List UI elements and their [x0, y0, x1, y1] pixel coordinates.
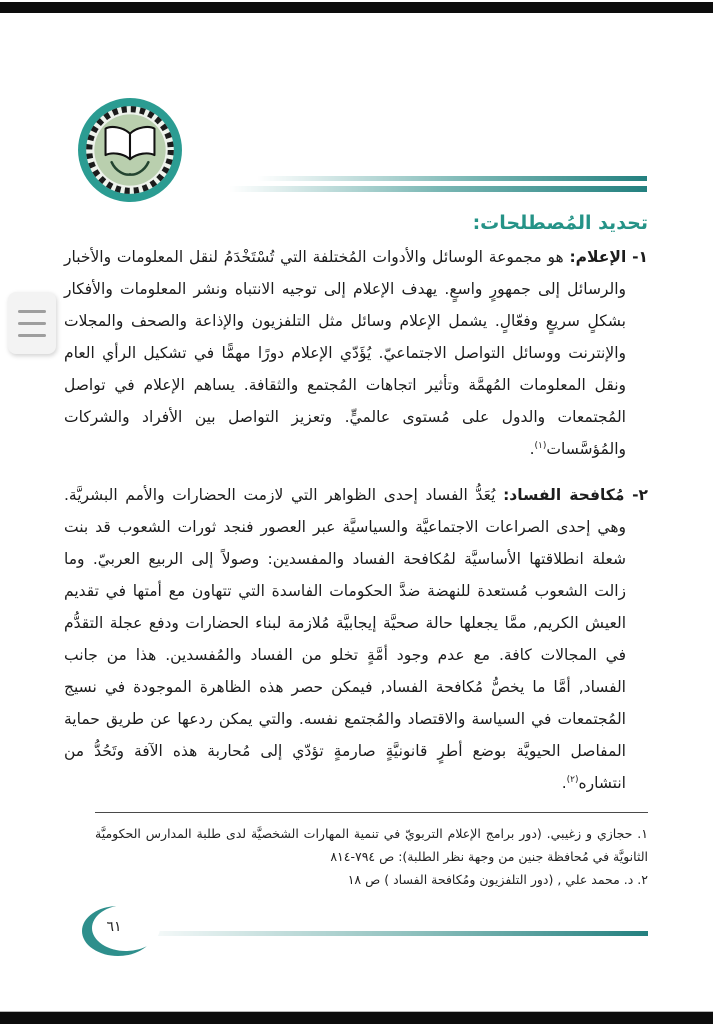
page-number: ٦١: [106, 919, 122, 935]
footnote-separator: [95, 812, 648, 813]
paragraph-body-text: هو مجموعة الوسائل والأدوات المُختلفة التي تُسْتَخْدَمُ لنقل المعلومات والأخبار والرسائل إلى جمهورٍ واسعٍ. يهدف الإعلام إلى توجيه الانتباه ونشر المعلومات والأفكار بشكلٍ سريعٍ وفعّالٍ. يشمل الإعلام وسائل مثل التلفزيون والإذاعة والصحف والمجلات والإنترنت ووسائل التواصل الاجتماعيّ. يُؤَدّي الإعلام دورًا مهمًّا في تشكيل الرأي العام ونقل المعلومات المُهمَّة وتأثير اتجاهات المُجتمع والثقافة. يساهم الإعلام في تواصل المُجتمعات والدول على مُستوى عالميٍّ. وتعزيز التواصل بين الأفراد والشركات والمُؤسَّسات: [64, 248, 626, 458]
document-body: [64, 241, 648, 813]
paragraph-number: ٢-: [632, 486, 648, 504]
top-black-bar: [0, 2, 713, 13]
paragraph-tail: .: [529, 440, 535, 458]
bottom-black-bar: [0, 1011, 713, 1024]
footnotes-section: [95, 822, 648, 891]
header-gradient-rule-bottom: [229, 186, 647, 192]
paragraph-term: الإعلام:: [569, 248, 627, 266]
paragraph-media-definition: [64, 241, 648, 465]
paragraph-term: مُكافحة الفساد:: [503, 486, 625, 504]
section-heading: تحديد المُصطلحات:: [472, 212, 648, 234]
footnote-entry-2: ٢. د. محمد علي , (دور التلفزيون ومُكافحة الفساد ) ص ١٨: [347, 872, 648, 887]
footnote-marker-2: (٢): [566, 774, 579, 785]
paragraph-tail: .: [561, 774, 567, 792]
footnote-marker-1: (١): [534, 440, 547, 451]
paragraph-body-text: يُعَدُّ الفساد إحدى الظواهر التي لازمت الحضارات والأمم البشريَّة. وهي إحدى الصراعات الاجتماعيَّة والسياسيَّة عبر العصور فنجد ثورات الشعوب قد بنت شعلة انطلاقتها الأساسيَّة لمُكافحة الفساد والمفسدين: وصولاً إلى الربيع العربيّ. وما زالت الشعوب مُستعدة للنهضة ضدَّ الحكومات الفاسدة التي تتهاون مع أمتها في تقديم العيش الكريم, ممَّا يجعلها حالة صحيَّة إيجابيَّة مُلازمة لبناء الحضارات ودفع عجلة التقدُّم في المجالات كافة. مع عدم وجود أمَّةٍ تخلو من الفساد والمُفسدين. هذا من جانب الفساد, أمَّا ما يخصُّ مُكافحة الفساد, فيمكن حصر هذه الظاهرة الموجودة في نسيج المُجتمعات في السياسة والاقتصاد والمُجتمع نفسه. والتي يمكن ردعها عن طريق حماية المفاصل الحيويَّة بوضع أطرٍ قانونيَّةٍ صارمةٍ تؤدّي إلى مُحاربة هذه الآفة وتَحُدُّ من انتشاره: [64, 486, 626, 792]
footer-gradient-rule: [128, 931, 648, 936]
paragraph-number: ١-: [632, 248, 649, 266]
paragraph-anticorruption-definition: [64, 479, 648, 799]
menu-handle[interactable]: [8, 292, 56, 354]
header-gradient-rule-top: [257, 176, 647, 181]
footnote-entry-1: ١. حجازي و زغيبي. (دور برامج الإعلام التربويّ في تنمية المهارات الشخصيَّة لدى طلبة المدارس الحكوميَّة الثانويَّة في مُحافظة جنين من وجهة نظر الطلبة): ص ٧٩٤-٨١٤: [95, 826, 648, 864]
open-book-emblem-icon: [77, 188, 183, 207]
school-logo: [77, 97, 183, 203]
